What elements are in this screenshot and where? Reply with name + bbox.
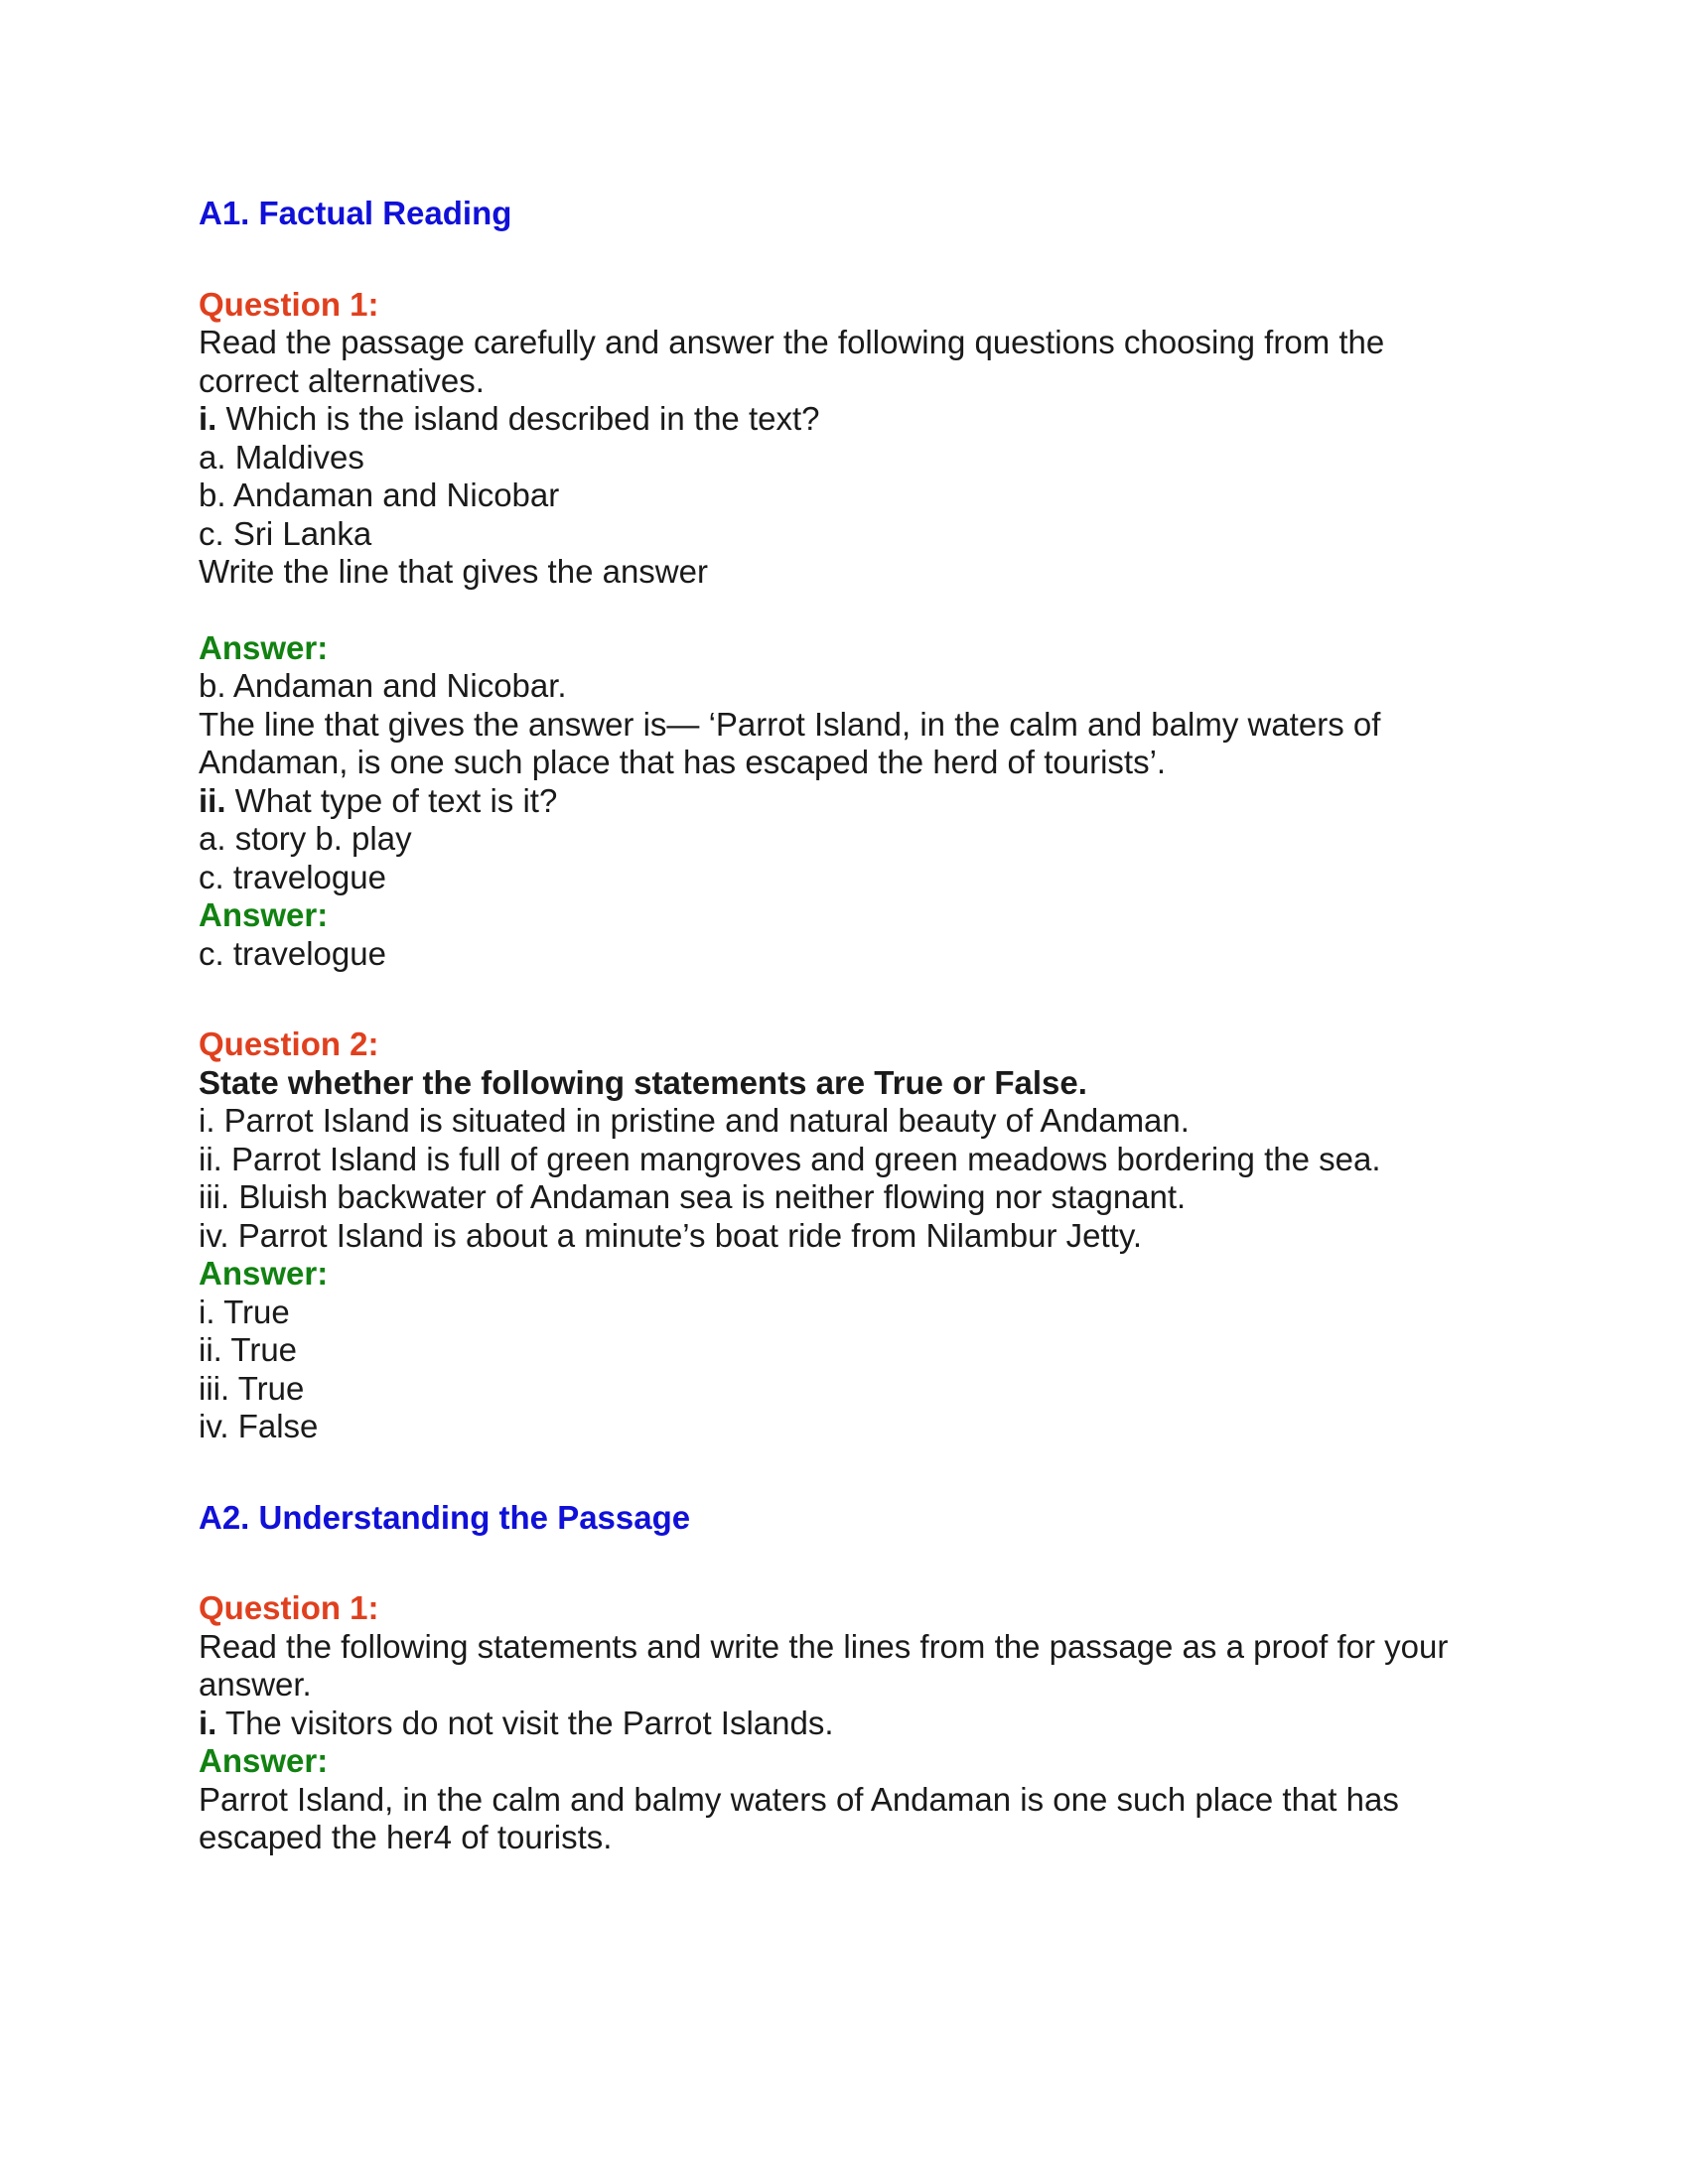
statement: ii. Parrot Island is full of green mangroves and green meadows bordering the sea.	[199, 1140, 1381, 1177]
answer-text: i. True	[199, 1293, 290, 1330]
spacer	[199, 1537, 1489, 1589]
statement: iv. Parrot Island is about a minute’s boat ride from Nilambur Jetty.	[199, 1216, 1143, 1254]
question-instruction: State whether the following statements are True or False.	[199, 1063, 1087, 1101]
statement: iii. Bluish backwater of Andaman sea is neither flowing nor stagnant.	[199, 1178, 1187, 1215]
part-text: Which is the island described in the text?	[216, 400, 820, 437]
section-heading-a2: A2. Understanding the Passage	[199, 1498, 691, 1536]
question-instruction: Read the passage carefully and answer the following questions choosing from the correct alternatives.	[199, 324, 1385, 399]
answer-text: iii. True	[199, 1369, 305, 1407]
question-label: Question 1:	[199, 1589, 379, 1626]
option: a. story b. play	[199, 820, 412, 857]
spacer	[199, 592, 1489, 629]
part-number: ii.	[199, 781, 226, 819]
part-text: What type of text is it?	[225, 781, 558, 819]
answer-text: Parrot Island, in the calm and balmy waters of Andaman is one such place that has escaped the her4 of tourists.	[199, 1780, 1399, 1855]
document-page	[199, 195, 1489, 1857]
question-part	[199, 782, 1489, 821]
question-part	[199, 400, 1489, 439]
answer-text: ii. True	[199, 1331, 298, 1368]
answer-label: Answer:	[199, 1255, 329, 1292]
option: c. travelogue	[199, 858, 386, 895]
answer-text: b. Andaman and Nicobar.	[199, 667, 567, 704]
option: b. Andaman and Nicobar	[199, 477, 560, 513]
answer-text: c. travelogue	[199, 934, 386, 972]
option: c. Sri Lanka	[199, 514, 372, 552]
statement: i. Parrot Island is situated in pristine and natural beauty of Andaman.	[199, 1102, 1190, 1139]
option: a. Maldives	[199, 438, 364, 476]
answer-text: iv. False	[199, 1408, 319, 1444]
section-heading-a1: A1. Factual Reading	[199, 195, 512, 231]
question-instruction: Read the following statements and write the lines from the passage as a proof for your answer.	[199, 1627, 1449, 1703]
spacer	[199, 233, 1489, 286]
part-text: The visitors do not visit the Parrot Islands.	[216, 1704, 834, 1741]
question-label: Question 2:	[199, 1025, 379, 1062]
question-part	[199, 1705, 1489, 1743]
spacer	[199, 1446, 1489, 1499]
followup-instruction: Write the line that gives the answer	[199, 553, 708, 590]
question-label: Question 1:	[199, 285, 379, 323]
spacer	[199, 973, 1489, 1025]
answer-label: Answer:	[199, 1742, 329, 1779]
part-number: i.	[199, 400, 217, 437]
answer-text: The line that gives the answer is— ‘Parrot Island, in the calm and balmy waters of Andaman, is one such place that has escaped the herd of tourists’.	[199, 705, 1381, 780]
answer-label: Answer:	[199, 628, 329, 666]
part-number: i.	[199, 1704, 217, 1741]
answer-label: Answer:	[199, 896, 329, 933]
